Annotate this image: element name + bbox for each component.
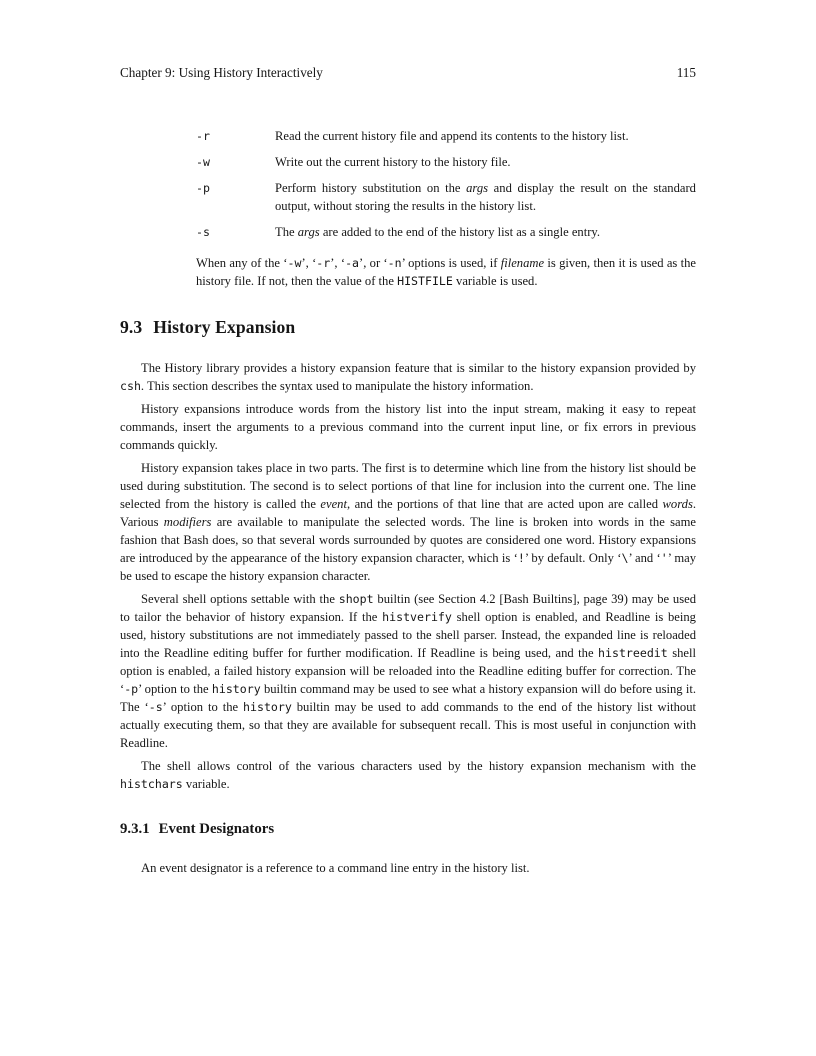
paragraph: Several shell options settable with the shopt builtin (see Section 4.2 [Bash Builtins], page 39) may be used to tailor the behavior of history expansion. If the histverify shell option is enabled, and Readline is being used, history substitutions are not immediately passed to the shell parser. Instead, the expanded line is reloaded into the Readline editing buffer for further modification. If Readline is being used, and the histreedit shell option is enabled, a failed history expansion will be reloaded into the Readline editing buffer for correction. The ‘-p’ option to the history builtin command may be used to see what a history expansion will do before using it. The ‘-s’ option to the history builtin may be used to add commands to the end of the history list without actually executing them, so that they are available for subsequent recall. This is most useful in conjunction with Readline. <box>120 592 697 750</box>
paragraph: The History library provides a history expansion feature that is similar to the history expansion provided by csh. This section describes the syntax used to manipulate the history information. <box>120 361 696 393</box>
page-number: 115 <box>676 65 696 80</box>
paragraph: History expansions introduce words from the history list into the input stream, making it easy to repeat commands, insert the arguments to a previous command into the current input line, or fix errors in previous commands quickly. <box>120 402 696 452</box>
option-row-s <box>196 223 696 241</box>
paragraph: The shell allows control of the various characters used by the history expansion mechanism with the histchars variable. <box>120 759 696 791</box>
paragraph: History expansion takes place in two parts. The first is to determine which line from the history list should be used during substitution. The second is to select portions of that line for inclusion into the current one. The line selected from the history is called the event, and the portions of that line that are acted upon are called words. Various modifiers are available to manipulate the selected words. The line is broken into words in the same fashion that Bash does, so that several words surrounded by quotes are considered one word. History expansions are introduced by the appearance of the history expansion character, which is ‘!’ by default. Only ‘\’ and ‘'’ may be used to escape the history expansion character. <box>120 461 697 583</box>
option-row-p <box>196 179 696 215</box>
option-row-w <box>196 153 696 171</box>
paragraph: An event designator is a reference to a command line entry in the history list. <box>141 861 530 875</box>
subsection-number: 9.3.1 <box>120 821 150 837</box>
page-content <box>120 127 696 877</box>
option-term: -w <box>196 155 210 169</box>
chapter-title: Chapter 9: Using History Interactively <box>120 65 323 80</box>
option-description: The args are added to the end of the history list as a single entry. <box>275 225 601 239</box>
section-heading <box>120 316 696 338</box>
option-term: -s <box>196 225 210 239</box>
subsection-title: Event Designators <box>158 821 275 837</box>
option-description: Perform history substitution on the args and display the result on the standard output, without storing the results in the history list. <box>275 181 696 213</box>
option-description: Write out the current history to the history file. <box>275 155 511 169</box>
subsection-heading <box>120 820 696 839</box>
running-header <box>120 64 696 81</box>
option-list <box>120 127 696 241</box>
option-term: -r <box>196 129 210 143</box>
section-number: 9.3 <box>120 317 143 337</box>
option-description: Read the current history file and append its contents to the history list. <box>275 129 629 143</box>
section-title: History Expansion <box>153 317 296 337</box>
option-term: -p <box>196 181 210 195</box>
options-note-paragraph: When any of the ‘-w’, ‘-r’, ‘-a’, or ‘-n’ options is used, if filename is given, then it is used as the history file. If not, then the value of the HISTFILE variable is used. <box>196 256 696 288</box>
option-row-r <box>196 127 696 145</box>
